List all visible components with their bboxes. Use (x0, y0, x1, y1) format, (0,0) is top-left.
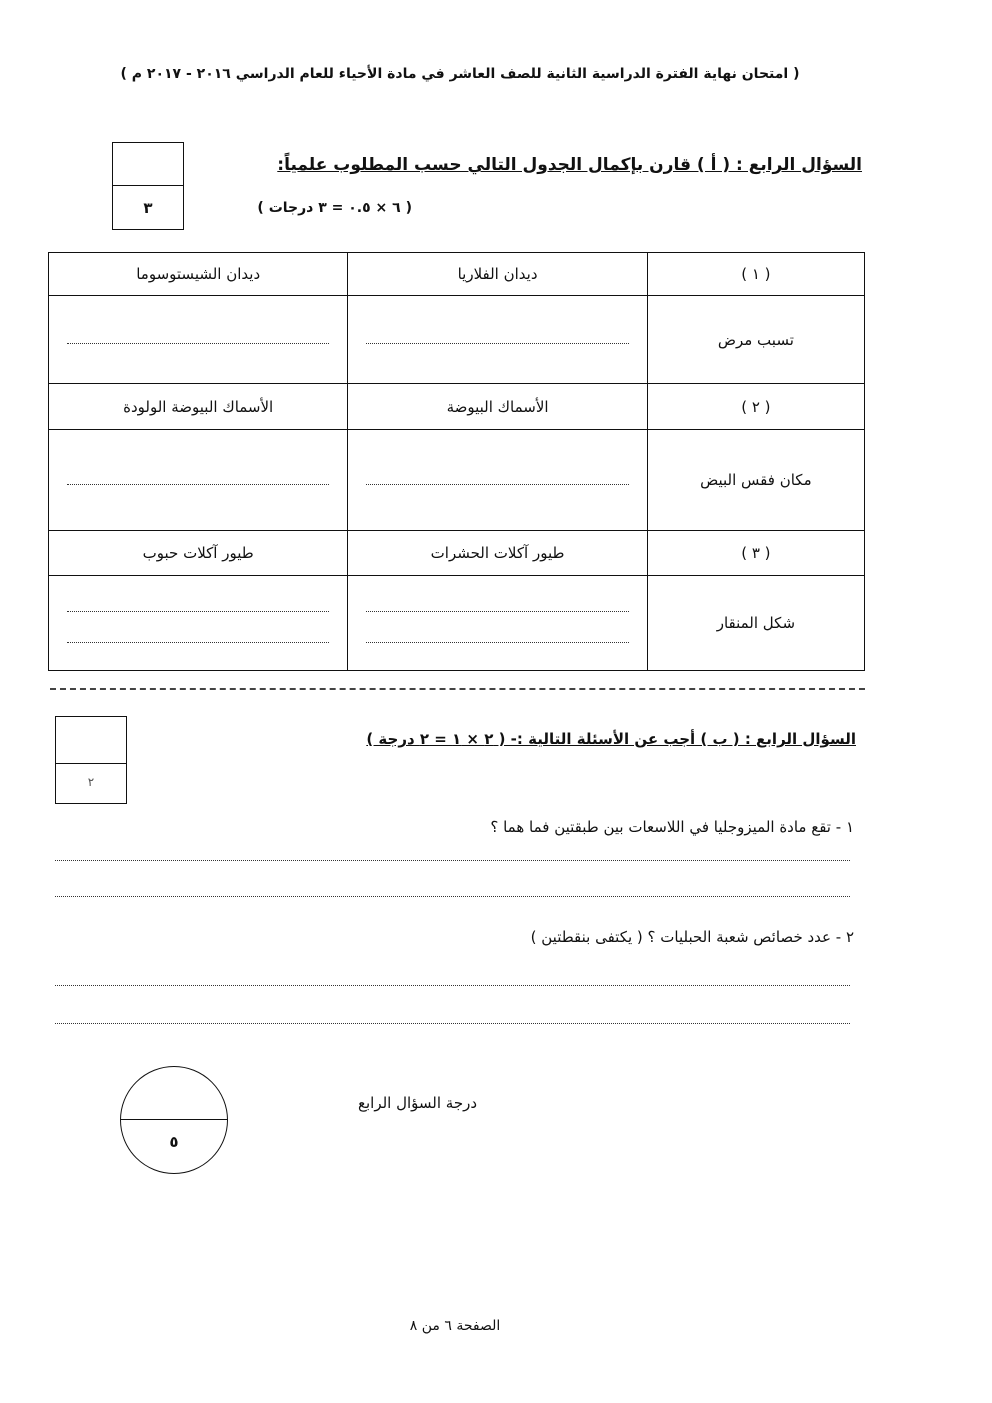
row-number: ( ٢ ) (647, 384, 864, 430)
score-box-part-a (112, 142, 184, 230)
section-divider (50, 688, 865, 690)
answer-cell[interactable] (49, 576, 348, 671)
score-box-value: ٣ (143, 199, 153, 217)
total-grade-label: درجة السؤال الرابع (358, 1094, 478, 1112)
table-row (49, 576, 865, 671)
answer-cell[interactable] (49, 430, 348, 531)
score-box-part-b (55, 716, 127, 804)
marks-part-a: ( ٦ × ٠.٥ = ٣ درجات ) (257, 200, 412, 216)
table-header-cell: طيور آكلات الحشرات (348, 531, 647, 576)
total-grade-value: ٥ (169, 1133, 179, 1151)
row-number: ( ١ ) (647, 253, 864, 296)
question-title-part-b (366, 730, 856, 748)
question-1: ١ - تقع مادة الميزوجليا في اللاسعات بين طبقتين فما هما ؟ (490, 818, 854, 836)
exam-header: ( امتحان نهاية الفترة الدراسية الثانية للصف العاشر في مادة الأحياء للعام الدراسي ٢٠١٦ - ٢٠١٧ م ) (120, 66, 800, 82)
table-row (49, 384, 865, 430)
answer-line[interactable] (55, 1023, 850, 1024)
table-row (49, 296, 865, 384)
table-header-cell: الأسماك البيوضة الولودة (49, 384, 348, 430)
table-row (49, 253, 865, 296)
comparison-table (48, 252, 865, 671)
answer-cell[interactable] (348, 576, 647, 671)
question-title-text: السؤال الرابع : ( ب ) أجب عن الأسئلة التالية :- ( ٢ × ١ = ٢ درجة ) (366, 730, 856, 748)
table-row (49, 531, 865, 576)
table-row (49, 430, 865, 531)
total-grade-circle (120, 1066, 228, 1174)
criterion-label: مكان فقس البيض (647, 430, 864, 531)
score-box-value: ٢ (87, 775, 95, 789)
answer-cell[interactable] (348, 296, 647, 384)
table-header-cell: الأسماك البيوضة (348, 384, 647, 430)
criterion-label: شكل المنقار (647, 576, 864, 671)
answer-cell[interactable] (348, 430, 647, 531)
answer-line[interactable] (55, 860, 850, 861)
table-header-cell: طيور آكلات حبوب (49, 531, 348, 576)
answer-line[interactable] (55, 896, 850, 897)
question-title-part-a (277, 155, 862, 175)
question-title-text: السؤال الرابع : ( أ ) قارن بإكمال الجدول التالي حسب المطلوب علمياً: (277, 155, 862, 175)
table-header-cell: ديدان الشيستوسوما (49, 253, 348, 296)
page-number: الصفحة ٦ من ٨ (409, 1318, 501, 1334)
criterion-label: تسبب مرض (647, 296, 864, 384)
table-header-cell: ديدان الفلاريا (348, 253, 647, 296)
row-number: ( ٣ ) (647, 531, 864, 576)
question-2: ٢ - عدد خصائص شعبة الحبليات ؟ ( يكتفى بنقطتين ) (530, 928, 854, 946)
answer-line[interactable] (55, 985, 850, 986)
answer-cell[interactable] (49, 296, 348, 384)
